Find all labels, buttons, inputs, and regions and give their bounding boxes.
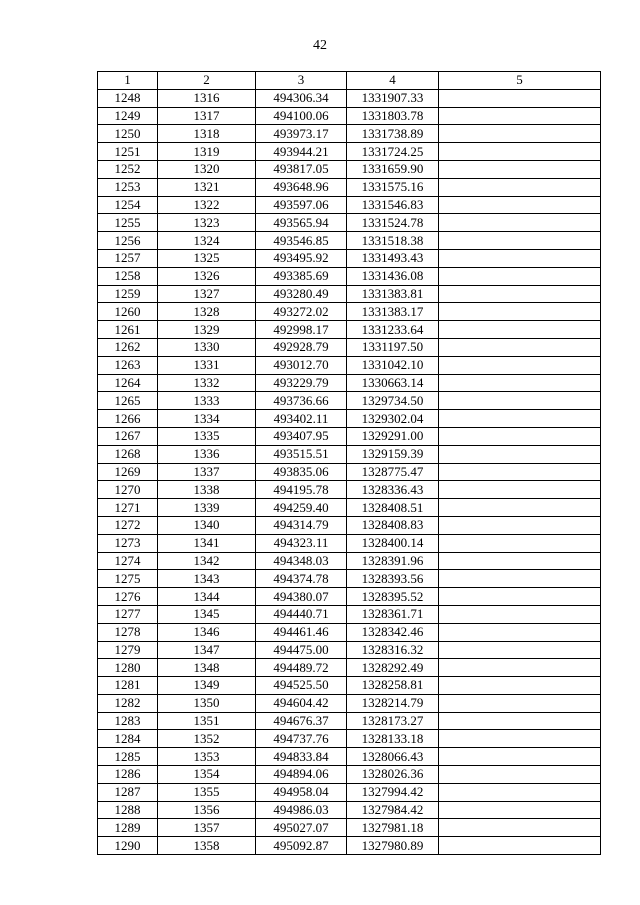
table-cell-col-5 xyxy=(439,819,601,837)
table-cell-col-2: 1349 xyxy=(158,677,256,695)
table-cell-col-3: 493229.79 xyxy=(256,374,347,392)
table-cell-col-2: 1357 xyxy=(158,819,256,837)
table-cell-col-1: 1253 xyxy=(98,178,158,196)
table-cell-col-2: 1330 xyxy=(158,338,256,356)
table-cell-col-2: 1318 xyxy=(158,125,256,143)
table-cell-col-5 xyxy=(439,730,601,748)
table-row xyxy=(98,321,601,339)
table-cell-col-2: 1341 xyxy=(158,534,256,552)
table-cell-col-1: 1288 xyxy=(98,801,158,819)
table-cell-col-4: 1331524.78 xyxy=(347,214,439,232)
table-cell-col-5 xyxy=(439,143,601,161)
table-cell-col-5 xyxy=(439,285,601,303)
table-cell-col-2: 1332 xyxy=(158,374,256,392)
table-cell-col-3: 493272.02 xyxy=(256,303,347,321)
table-cell-col-5 xyxy=(439,249,601,267)
table-cell-col-5 xyxy=(439,552,601,570)
table-cell-col-2: 1336 xyxy=(158,445,256,463)
table-cell-col-1: 1278 xyxy=(98,623,158,641)
table-cell-col-2: 1329 xyxy=(158,321,256,339)
table-cell-col-5 xyxy=(439,481,601,499)
table-cell-col-3: 493385.69 xyxy=(256,267,347,285)
table-cell-col-5 xyxy=(439,321,601,339)
table-cell-col-1: 1272 xyxy=(98,516,158,534)
table-cell-col-1: 1265 xyxy=(98,392,158,410)
table-row xyxy=(98,232,601,250)
table-cell-col-1: 1282 xyxy=(98,694,158,712)
table-cell-col-4: 1327994.42 xyxy=(347,783,439,801)
table-cell-col-5 xyxy=(439,659,601,677)
table-row xyxy=(98,481,601,499)
table-cell-col-4: 1328173.27 xyxy=(347,712,439,730)
table-cell-col-5 xyxy=(439,534,601,552)
table-cell-col-2: 1325 xyxy=(158,249,256,267)
table-row xyxy=(98,659,601,677)
table-cell-col-1: 1285 xyxy=(98,748,158,766)
table-row xyxy=(98,427,601,445)
table-row xyxy=(98,89,601,107)
table-row xyxy=(98,516,601,534)
table-cell-col-3: 493565.94 xyxy=(256,214,347,232)
table-cell-col-3: 493515.51 xyxy=(256,445,347,463)
table-cell-col-4: 1328393.56 xyxy=(347,570,439,588)
table-row xyxy=(98,837,601,855)
table-cell-col-5 xyxy=(439,356,601,374)
column-header-3: 3 xyxy=(256,72,347,90)
table-cell-col-3: 492928.79 xyxy=(256,338,347,356)
table-cell-col-4: 1328066.43 xyxy=(347,748,439,766)
table-cell-col-2: 1344 xyxy=(158,588,256,606)
table-cell-col-3: 494525.50 xyxy=(256,677,347,695)
table-cell-col-5 xyxy=(439,570,601,588)
table-cell-col-3: 494440.71 xyxy=(256,605,347,623)
table-row xyxy=(98,677,601,695)
table-row xyxy=(98,783,601,801)
table-cell-col-4: 1328316.32 xyxy=(347,641,439,659)
table-cell-col-3: 495027.07 xyxy=(256,819,347,837)
table-row xyxy=(98,178,601,196)
table-cell-col-1: 1267 xyxy=(98,427,158,445)
table-row xyxy=(98,801,601,819)
table-header-row xyxy=(98,72,601,90)
table-row xyxy=(98,267,601,285)
table-cell-col-3: 494374.78 xyxy=(256,570,347,588)
table-cell-col-1: 1271 xyxy=(98,499,158,517)
table-cell-col-1: 1279 xyxy=(98,641,158,659)
table-cell-col-1: 1266 xyxy=(98,410,158,428)
table-cell-col-5 xyxy=(439,694,601,712)
table-cell-col-2: 1355 xyxy=(158,783,256,801)
table-row xyxy=(98,570,601,588)
table-cell-col-1: 1277 xyxy=(98,605,158,623)
table-cell-col-1: 1249 xyxy=(98,107,158,125)
table-cell-col-4: 1328214.79 xyxy=(347,694,439,712)
table-cell-col-4: 1328408.51 xyxy=(347,499,439,517)
page-number: 42 xyxy=(313,38,327,53)
table-row xyxy=(98,249,601,267)
table-cell-col-2: 1340 xyxy=(158,516,256,534)
table-cell-col-1: 1251 xyxy=(98,143,158,161)
table-cell-col-3: 494986.03 xyxy=(256,801,347,819)
table-cell-col-3: 493597.06 xyxy=(256,196,347,214)
table-cell-col-4: 1328361.71 xyxy=(347,605,439,623)
column-header-5: 5 xyxy=(439,72,601,90)
table-row xyxy=(98,410,601,428)
table-cell-col-5 xyxy=(439,125,601,143)
table-cell-col-2: 1322 xyxy=(158,196,256,214)
table-cell-col-4: 1328775.47 xyxy=(347,463,439,481)
table-cell-col-3: 494489.72 xyxy=(256,659,347,677)
table-cell-col-2: 1331 xyxy=(158,356,256,374)
table-cell-col-3: 494461.46 xyxy=(256,623,347,641)
table-row xyxy=(98,196,601,214)
table-row xyxy=(98,605,601,623)
table-cell-col-1: 1284 xyxy=(98,730,158,748)
table-cell-col-2: 1317 xyxy=(158,107,256,125)
table-row xyxy=(98,694,601,712)
table-cell-col-5 xyxy=(439,232,601,250)
table-cell-col-1: 1268 xyxy=(98,445,158,463)
table-cell-col-2: 1353 xyxy=(158,748,256,766)
table-row xyxy=(98,819,601,837)
table-cell-col-3: 493817.05 xyxy=(256,160,347,178)
table-cell-col-4: 1328292.49 xyxy=(347,659,439,677)
table-row xyxy=(98,107,601,125)
table-cell-col-5 xyxy=(439,463,601,481)
table-row xyxy=(98,445,601,463)
table-cell-col-4: 1328342.46 xyxy=(347,623,439,641)
table-cell-col-3: 494894.06 xyxy=(256,766,347,784)
table-row xyxy=(98,712,601,730)
table-cell-col-4: 1331383.81 xyxy=(347,285,439,303)
table-cell-col-5 xyxy=(439,641,601,659)
table-cell-col-4: 1327984.42 xyxy=(347,801,439,819)
table-cell-col-3: 494348.03 xyxy=(256,552,347,570)
table-cell-col-3: 494314.79 xyxy=(256,516,347,534)
table-cell-col-2: 1358 xyxy=(158,837,256,855)
table-cell-col-1: 1269 xyxy=(98,463,158,481)
table-row xyxy=(98,641,601,659)
table-cell-col-4: 1328026.36 xyxy=(347,766,439,784)
table-cell-col-5 xyxy=(439,801,601,819)
table-cell-col-5 xyxy=(439,196,601,214)
table-cell-col-1: 1287 xyxy=(98,783,158,801)
table-row xyxy=(98,499,601,517)
table-cell-col-4: 1329291.00 xyxy=(347,427,439,445)
table-cell-col-4: 1331233.64 xyxy=(347,321,439,339)
table-cell-col-1: 1270 xyxy=(98,481,158,499)
table-cell-col-4: 1330663.14 xyxy=(347,374,439,392)
table-cell-col-2: 1316 xyxy=(158,89,256,107)
table-cell-col-4: 1331436.08 xyxy=(347,267,439,285)
table-cell-col-2: 1350 xyxy=(158,694,256,712)
table-cell-col-2: 1338 xyxy=(158,481,256,499)
table-cell-col-4: 1331907.33 xyxy=(347,89,439,107)
table-row xyxy=(98,730,601,748)
table-cell-col-5 xyxy=(439,267,601,285)
table-cell-col-1: 1254 xyxy=(98,196,158,214)
table-cell-col-4: 1331518.38 xyxy=(347,232,439,250)
table-cell-col-3: 493944.21 xyxy=(256,143,347,161)
table-body xyxy=(98,89,601,854)
table-cell-col-2: 1348 xyxy=(158,659,256,677)
table-cell-col-4: 1328391.96 xyxy=(347,552,439,570)
table-cell-col-1: 1274 xyxy=(98,552,158,570)
table-cell-col-5 xyxy=(439,677,601,695)
table-cell-col-2: 1354 xyxy=(158,766,256,784)
table-cell-col-3: 494676.37 xyxy=(256,712,347,730)
table-cell-col-3: 493973.17 xyxy=(256,125,347,143)
table-cell-col-3: 495092.87 xyxy=(256,837,347,855)
table-cell-col-4: 1328395.52 xyxy=(347,588,439,606)
table-cell-col-4: 1329734.50 xyxy=(347,392,439,410)
table-row xyxy=(98,285,601,303)
table-cell-col-4: 1328258.81 xyxy=(347,677,439,695)
table-row xyxy=(98,125,601,143)
table-cell-col-4: 1328408.83 xyxy=(347,516,439,534)
table-cell-col-5 xyxy=(439,160,601,178)
table-cell-col-1: 1258 xyxy=(98,267,158,285)
table-cell-col-5 xyxy=(439,338,601,356)
table-cell-col-5 xyxy=(439,605,601,623)
table-cell-col-3: 493495.92 xyxy=(256,249,347,267)
table-cell-col-5 xyxy=(439,374,601,392)
table-cell-col-5 xyxy=(439,445,601,463)
table-cell-col-3: 494195.78 xyxy=(256,481,347,499)
table-row xyxy=(98,303,601,321)
table-cell-col-4: 1331546.83 xyxy=(347,196,439,214)
table-cell-col-5 xyxy=(439,107,601,125)
table-cell-col-5 xyxy=(439,712,601,730)
table-cell-col-1: 1262 xyxy=(98,338,158,356)
table-cell-col-1: 1289 xyxy=(98,819,158,837)
table-cell-col-2: 1339 xyxy=(158,499,256,517)
table-cell-col-1: 1263 xyxy=(98,356,158,374)
table-cell-col-2: 1352 xyxy=(158,730,256,748)
table-cell-col-2: 1321 xyxy=(158,178,256,196)
table-row xyxy=(98,588,601,606)
table-cell-col-3: 493402.11 xyxy=(256,410,347,428)
table-cell-col-1: 1252 xyxy=(98,160,158,178)
table-cell-col-3: 493012.70 xyxy=(256,356,347,374)
table-cell-col-2: 1356 xyxy=(158,801,256,819)
column-header-2: 2 xyxy=(158,72,256,90)
table-cell-col-4: 1329302.04 xyxy=(347,410,439,428)
table-row xyxy=(98,143,601,161)
table-cell-col-1: 1259 xyxy=(98,285,158,303)
table-cell-col-1: 1281 xyxy=(98,677,158,695)
table-cell-col-3: 494833.84 xyxy=(256,748,347,766)
table-cell-col-3: 494259.40 xyxy=(256,499,347,517)
table-row xyxy=(98,748,601,766)
table-cell-col-2: 1346 xyxy=(158,623,256,641)
table-cell-col-5 xyxy=(439,516,601,534)
table-cell-col-5 xyxy=(439,410,601,428)
table-cell-col-2: 1319 xyxy=(158,143,256,161)
table-cell-col-2: 1326 xyxy=(158,267,256,285)
table-cell-col-4: 1328336.43 xyxy=(347,481,439,499)
table-cell-col-1: 1260 xyxy=(98,303,158,321)
table-row xyxy=(98,338,601,356)
table-cell-col-1: 1255 xyxy=(98,214,158,232)
table-cell-col-3: 492998.17 xyxy=(256,321,347,339)
table-cell-col-4: 1331803.78 xyxy=(347,107,439,125)
table-cell-col-4: 1331383.17 xyxy=(347,303,439,321)
table-row xyxy=(98,356,601,374)
table-cell-col-5 xyxy=(439,783,601,801)
table-row xyxy=(98,392,601,410)
table-cell-col-5 xyxy=(439,623,601,641)
table-cell-col-1: 1248 xyxy=(98,89,158,107)
table-cell-col-2: 1333 xyxy=(158,392,256,410)
table-row xyxy=(98,374,601,392)
table-row xyxy=(98,214,601,232)
table-cell-col-5 xyxy=(439,392,601,410)
table-cell-col-5 xyxy=(439,427,601,445)
table-cell-col-1: 1280 xyxy=(98,659,158,677)
column-header-1: 1 xyxy=(98,72,158,90)
table-cell-col-5 xyxy=(439,837,601,855)
table-row xyxy=(98,160,601,178)
table-cell-col-4: 1329159.39 xyxy=(347,445,439,463)
table-cell-col-4: 1327980.89 xyxy=(347,837,439,855)
table-row xyxy=(98,534,601,552)
table-cell-col-4: 1331493.43 xyxy=(347,249,439,267)
table-cell-col-5 xyxy=(439,748,601,766)
table-cell-col-3: 494306.34 xyxy=(256,89,347,107)
table-cell-col-1: 1256 xyxy=(98,232,158,250)
table-cell-col-1: 1261 xyxy=(98,321,158,339)
table-cell-col-1: 1264 xyxy=(98,374,158,392)
table-cell-col-1: 1257 xyxy=(98,249,158,267)
table-cell-col-3: 493280.49 xyxy=(256,285,347,303)
table-cell-col-3: 493407.95 xyxy=(256,427,347,445)
table-cell-col-3: 494475.00 xyxy=(256,641,347,659)
table-cell-col-5 xyxy=(439,303,601,321)
column-header-4: 4 xyxy=(347,72,439,90)
coordinates-table xyxy=(97,71,601,855)
table-cell-col-2: 1337 xyxy=(158,463,256,481)
table-cell-col-4: 1331724.25 xyxy=(347,143,439,161)
table-cell-col-3: 493736.66 xyxy=(256,392,347,410)
table-cell-col-2: 1343 xyxy=(158,570,256,588)
table-cell-col-2: 1347 xyxy=(158,641,256,659)
table-cell-col-3: 494100.06 xyxy=(256,107,347,125)
table-cell-col-3: 494380.07 xyxy=(256,588,347,606)
table-cell-col-1: 1290 xyxy=(98,837,158,855)
table-row xyxy=(98,463,601,481)
table-cell-col-1: 1250 xyxy=(98,125,158,143)
table-cell-col-3: 493835.06 xyxy=(256,463,347,481)
table-cell-col-2: 1320 xyxy=(158,160,256,178)
table-cell-col-4: 1328133.18 xyxy=(347,730,439,748)
table-cell-col-1: 1286 xyxy=(98,766,158,784)
table-cell-col-5 xyxy=(439,588,601,606)
table-cell-col-2: 1351 xyxy=(158,712,256,730)
table-cell-col-3: 493546.85 xyxy=(256,232,347,250)
table-cell-col-2: 1334 xyxy=(158,410,256,428)
table-cell-col-5 xyxy=(439,214,601,232)
table-cell-col-4: 1331042.10 xyxy=(347,356,439,374)
table-cell-col-1: 1276 xyxy=(98,588,158,606)
table-row xyxy=(98,766,601,784)
table-cell-col-2: 1323 xyxy=(158,214,256,232)
table-cell-col-2: 1324 xyxy=(158,232,256,250)
table-cell-col-4: 1331659.90 xyxy=(347,160,439,178)
table-cell-col-3: 494323.11 xyxy=(256,534,347,552)
table-cell-col-1: 1273 xyxy=(98,534,158,552)
table-cell-col-3: 494737.76 xyxy=(256,730,347,748)
table-cell-col-4: 1328400.14 xyxy=(347,534,439,552)
table-cell-col-2: 1328 xyxy=(158,303,256,321)
table-cell-col-1: 1283 xyxy=(98,712,158,730)
table-row xyxy=(98,552,601,570)
table-cell-col-3: 493648.96 xyxy=(256,178,347,196)
table-cell-col-4: 1327981.18 xyxy=(347,819,439,837)
table-cell-col-3: 494958.04 xyxy=(256,783,347,801)
table-cell-col-2: 1335 xyxy=(158,427,256,445)
table-cell-col-2: 1345 xyxy=(158,605,256,623)
table-cell-col-5 xyxy=(439,89,601,107)
table-cell-col-2: 1342 xyxy=(158,552,256,570)
table-cell-col-4: 1331575.16 xyxy=(347,178,439,196)
table-cell-col-4: 1331197.50 xyxy=(347,338,439,356)
table-cell-col-2: 1327 xyxy=(158,285,256,303)
table-cell-col-5 xyxy=(439,766,601,784)
table-cell-col-1: 1275 xyxy=(98,570,158,588)
table-cell-col-5 xyxy=(439,178,601,196)
table-row xyxy=(98,623,601,641)
table-cell-col-4: 1331738.89 xyxy=(347,125,439,143)
table-cell-col-5 xyxy=(439,499,601,517)
table-cell-col-3: 494604.42 xyxy=(256,694,347,712)
